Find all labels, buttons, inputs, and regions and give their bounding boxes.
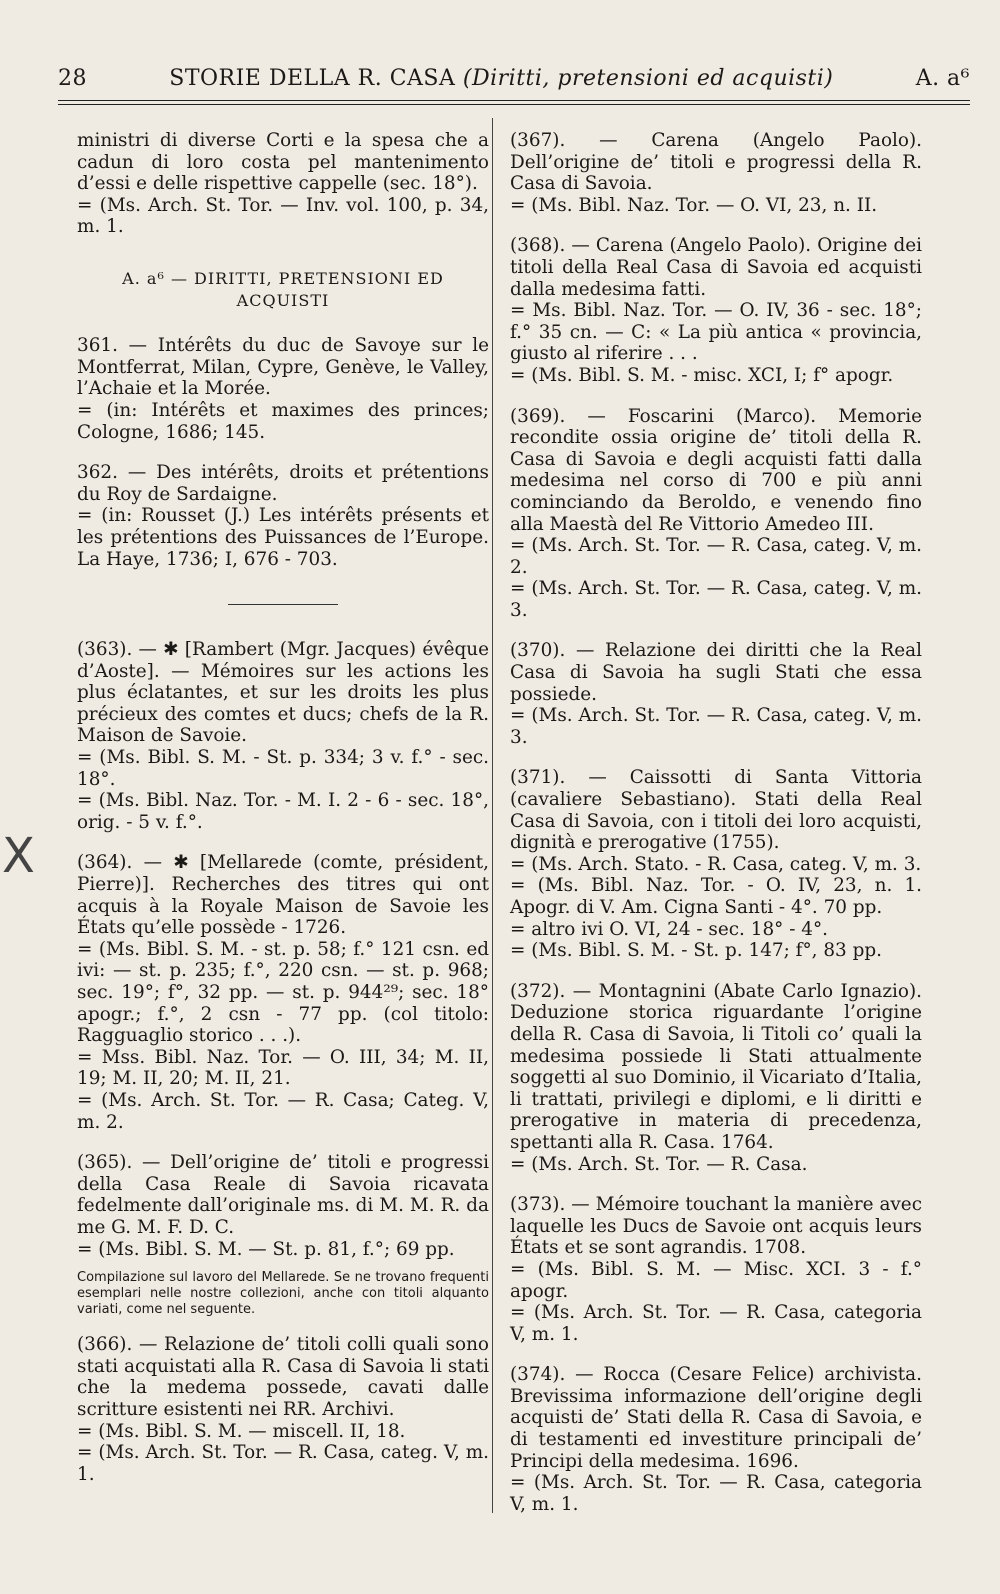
entry-number: (368). [510, 235, 566, 257]
page-title [87, 66, 916, 91]
entry-number: (366). [77, 1334, 133, 1356]
entry-ref: = (Ms. Arch. St. Tor. — R. Casa, categ. V, m. 3. [510, 705, 922, 748]
entry-ref: = (Ms. Arch. St. Tor. — R. Casa, categoria V, m. 1. [510, 1472, 922, 1515]
entry-ref: = (Ms. Bibl. Naz. Tor. - M. I. 2 - 6 - sec. 18°, orig. - 5 v. f.°. [77, 790, 489, 833]
title-subtitle: (Diritti, pretensioni ed acquisti) [462, 66, 834, 91]
entry-text: — Foscarini (Marco). Memorie recondite ossia origine de’ titoli della R. Casa di Savoia e degli acquisti fatti dalla medesima nel corso di 700 e più anni cominciando da Beroldo, e venendo fino alla Maestà del Re Vittorio Amedeo III. [510, 405, 922, 535]
entry-text: — Rocca (Cesare Felice) archivista. Brevissima informazione dell’origine degli acquisti de’ Stati della R. Casa di Savoia, e di testamenti ed investiture principali de’ Principi della medesima. 1696. [510, 1364, 922, 1472]
entry-ref: = (Ms. Bibl. Naz. Tor. — O. VI, 23, n. II. [510, 194, 878, 216]
entry-ref: = (Ms. Bibl. S. M. - misc. XCI, I; f° apogr. [510, 364, 894, 386]
column-divider [492, 118, 493, 1513]
entry-number: (363). [77, 639, 133, 661]
entry-362 [77, 462, 489, 570]
entry-text: — Caissotti di Santa Vittoria (cavaliere Sebastiano). Stati della Real Casa di Savoia, con i titoli dei loro acquisti, dignità e prerogative (1755). [510, 767, 922, 854]
entry-number: (369). [510, 405, 566, 427]
entry-ref: = (in: Intérêts et maximes des princes; Cologne, 1686; 145. [77, 399, 489, 443]
entry-366 [77, 1334, 489, 1485]
entry-365 [77, 1152, 489, 1260]
entry-361 [77, 335, 489, 443]
entry-text: — Des intérêts, droits et prétentions du Roy de Sardaigne. [77, 462, 489, 505]
entry-ref: = (Ms. Bibl. S. M. - st. p. 58; f.° 121 csn. ed ivi: — st. p. 235; f.°, 220 csn. — st. p. 968; sec. 19°; f°, 32 pp. — st. p. 944²⁹; sec. 18° apogr.; f.°, 2 csn - 77 pp. (col titolo: Ragguaglio storico . . .). [77, 938, 489, 1047]
entry-ref: = (Ms. Arch. St. Tor. — R. Casa, categ. V, m. 2. [510, 535, 922, 578]
entry-ref: = (Ms. Bibl. Naz. Tor. - O. IV, 23, n. 1. Apogr. di V. Am. Cigna Santi - 4°. 70 pp. [510, 875, 922, 918]
entry-number: (365). [77, 1152, 133, 1174]
entry-number: (367). [510, 130, 566, 151]
entry-number: 362. [77, 462, 118, 484]
title-main: STORIE DELLA R. CASA [169, 66, 456, 91]
entry-number: (374). [510, 1364, 566, 1386]
entry-ref: = (Ms. Bibl. S. M. - St. p. 147; f°, 83 pp. [510, 940, 882, 962]
entry-374 [510, 1364, 922, 1515]
entry-372 [510, 981, 922, 1175]
entry-ref: = Ms. Bibl. Naz. Tor. — O. IV, 36 - sec. 18°; f.° 35 cn. — C: « La più antica « provincia, giusto al riferire . . . [510, 300, 922, 365]
entry-ref: = (Ms. Arch. St. Tor. — R. Casa; Categ. V, m. 2. [77, 1089, 489, 1133]
entry-ref: = (Ms. Arch. St. Tor. — R. Casa, categ. V, m. 1. [77, 1442, 489, 1485]
entry-text: — Carena (Angelo Paolo). Origine dei titoli della Real Casa di Savoia ed acquisti dalla medesima fatti. [510, 235, 922, 300]
editorial-note: Compilazione sul lavoro del Mellarede. Se ne trovano frequenti esemplari nelle nostre collezioni, anche con titoli alquanto variati, come nel seguente. [77, 1270, 489, 1318]
entry-ref: = (Ms. Bibl. S. M. — St. p. 81, f.°; 69 pp. [77, 1238, 455, 1260]
entry-ref: = (Ms. Arch. Stato. - R. Casa, categ. V, m. 3. [510, 853, 922, 875]
intro-entry [77, 130, 489, 238]
intro-ref: = (Ms. Arch. St. Tor. — Inv. vol. 100, p. 34, m. 1. [77, 194, 489, 238]
entry-368 [510, 235, 922, 386]
entry-text: — Mémoire touchant la manière avec laquelle les Ducs de Savoie ont acquis leurs États et se sont agrandis. 1708. [510, 1194, 922, 1259]
separator-rule [228, 604, 338, 605]
header-rule-bottom [58, 104, 970, 105]
entry-ref: = Mss. Bibl. Naz. Tor. — O. III, 34; M. II, 19; M. II, 20; M. II, 21. [77, 1046, 489, 1090]
entry-text: — Relazione dei diritti che la Real Casa di Savoia ha sugli Stati che essa possiede. [510, 640, 922, 705]
entry-ref: = (Ms. Arch. St. Tor. — R. Casa, categ. V, m. 3. [510, 578, 922, 621]
entry-text: — Dell’origine de’ titoli e progressi della Casa Reale di Savoia ricavata fedelmente dall’originale ms. di M. M. R. da me G. M. F. D. C. [77, 1152, 489, 1238]
entry-371 [510, 767, 922, 961]
entry-number: 361. [77, 335, 118, 357]
entry-number: (371). [510, 767, 566, 789]
entry-ref: = (Ms. Bibl. S. M. — Misc. XCI. 3 - f.° apogr. [510, 1258, 922, 1302]
section-heading: A. a⁶ — DIRITTI, PRETENSIONI ED ACQUISTI [122, 268, 444, 310]
entry-ref: = (Ms. Arch. St. Tor. — R. Casa. [510, 1153, 808, 1175]
entry-373 [510, 1194, 922, 1345]
section-marker: A. a⁶ [915, 66, 970, 91]
running-header [58, 66, 970, 91]
entry-text: — Relazione de’ titoli colli quali sono stati acquistati alla R. Casa di Savoia li stati che la medema possede, cavati dalle scritture esistenti nei RR. Archivi. [77, 1334, 489, 1420]
entry-ref: = (in: Rousset (J.) Les intérêts présents et les prétentions des Puissances de l’Europe. La Haye, 1736; I, 676 - 703. [77, 505, 489, 570]
intro-text: ministri di diverse Corti e la spesa che a cadun di loro costa pel mantenimento d’essi e delle rispettive cappelle (sec. 18°). [77, 130, 489, 195]
entry-ref: = (Ms. Arch. St. Tor. — R. Casa, categoria V, m. 1. [510, 1302, 922, 1345]
entry-number: (364). [77, 852, 133, 874]
margin-mark: X [2, 828, 35, 884]
header-rule-top [58, 100, 970, 101]
entry-ref: = (Ms. Bibl. S. M. — miscell. II, 18. [77, 1420, 406, 1442]
page-number: 28 [58, 66, 87, 91]
entry-364 [77, 852, 489, 1133]
entry-363 [77, 639, 489, 833]
left-column [77, 130, 489, 1504]
entry-text: — ✱ [Rambert (Mgr. Jacques) évêque d’Aoste]. — Mémoires sur les actions les plus éclatantes, et sur les droits les plus précieux des comtes et ducs; chefs de la R. Maison de Savoie. [77, 639, 489, 747]
entry-ref: = (Ms. Bibl. S. M. - St. p. 334; 3 v. f.° - sec. 18°. [77, 747, 489, 790]
entry-text: — Intérêts du duc de Savoye sur le Montferrat, Milan, Cypre, Genève, le Valley, l’Achaie et la Morée. [77, 335, 489, 400]
entry-367 [510, 130, 922, 216]
entry-number: (370). [510, 640, 566, 662]
entry-369 [510, 406, 922, 622]
right-column [510, 130, 922, 1534]
entry-370 [510, 640, 922, 748]
entry-text: — Carena (Angelo Paolo). Dell’origine de’ titoli e progressi della R. Casa di Savoia. [510, 130, 922, 195]
entry-number: (372). [510, 980, 566, 1002]
entry-ref: = altro ivi O. VI, 24 - sec. 18° - 4°. [510, 918, 828, 940]
entry-number: (373). [510, 1194, 566, 1216]
entry-text: — Montagnini (Abate Carlo Ignazio). Deduzione storica riguardante l’origine della R. Casa di Savoia, li Titoli co’ quali la medesima possiede li Stati attualmente soggetti al suo Dominio, il Vicariato d’Italia, li trattati, privilegi e diplomi, e li diritti e prerogative in materia di precedenza, spettanti alla R. Casa. 1764. [510, 980, 922, 1153]
entry-text: — ✱ [Mellarede (comte, président, Pierre)]. Recherches des titres qui ont acquis à la Royale Maison de Savoie les États qu’elle possède - 1726. [77, 852, 489, 939]
